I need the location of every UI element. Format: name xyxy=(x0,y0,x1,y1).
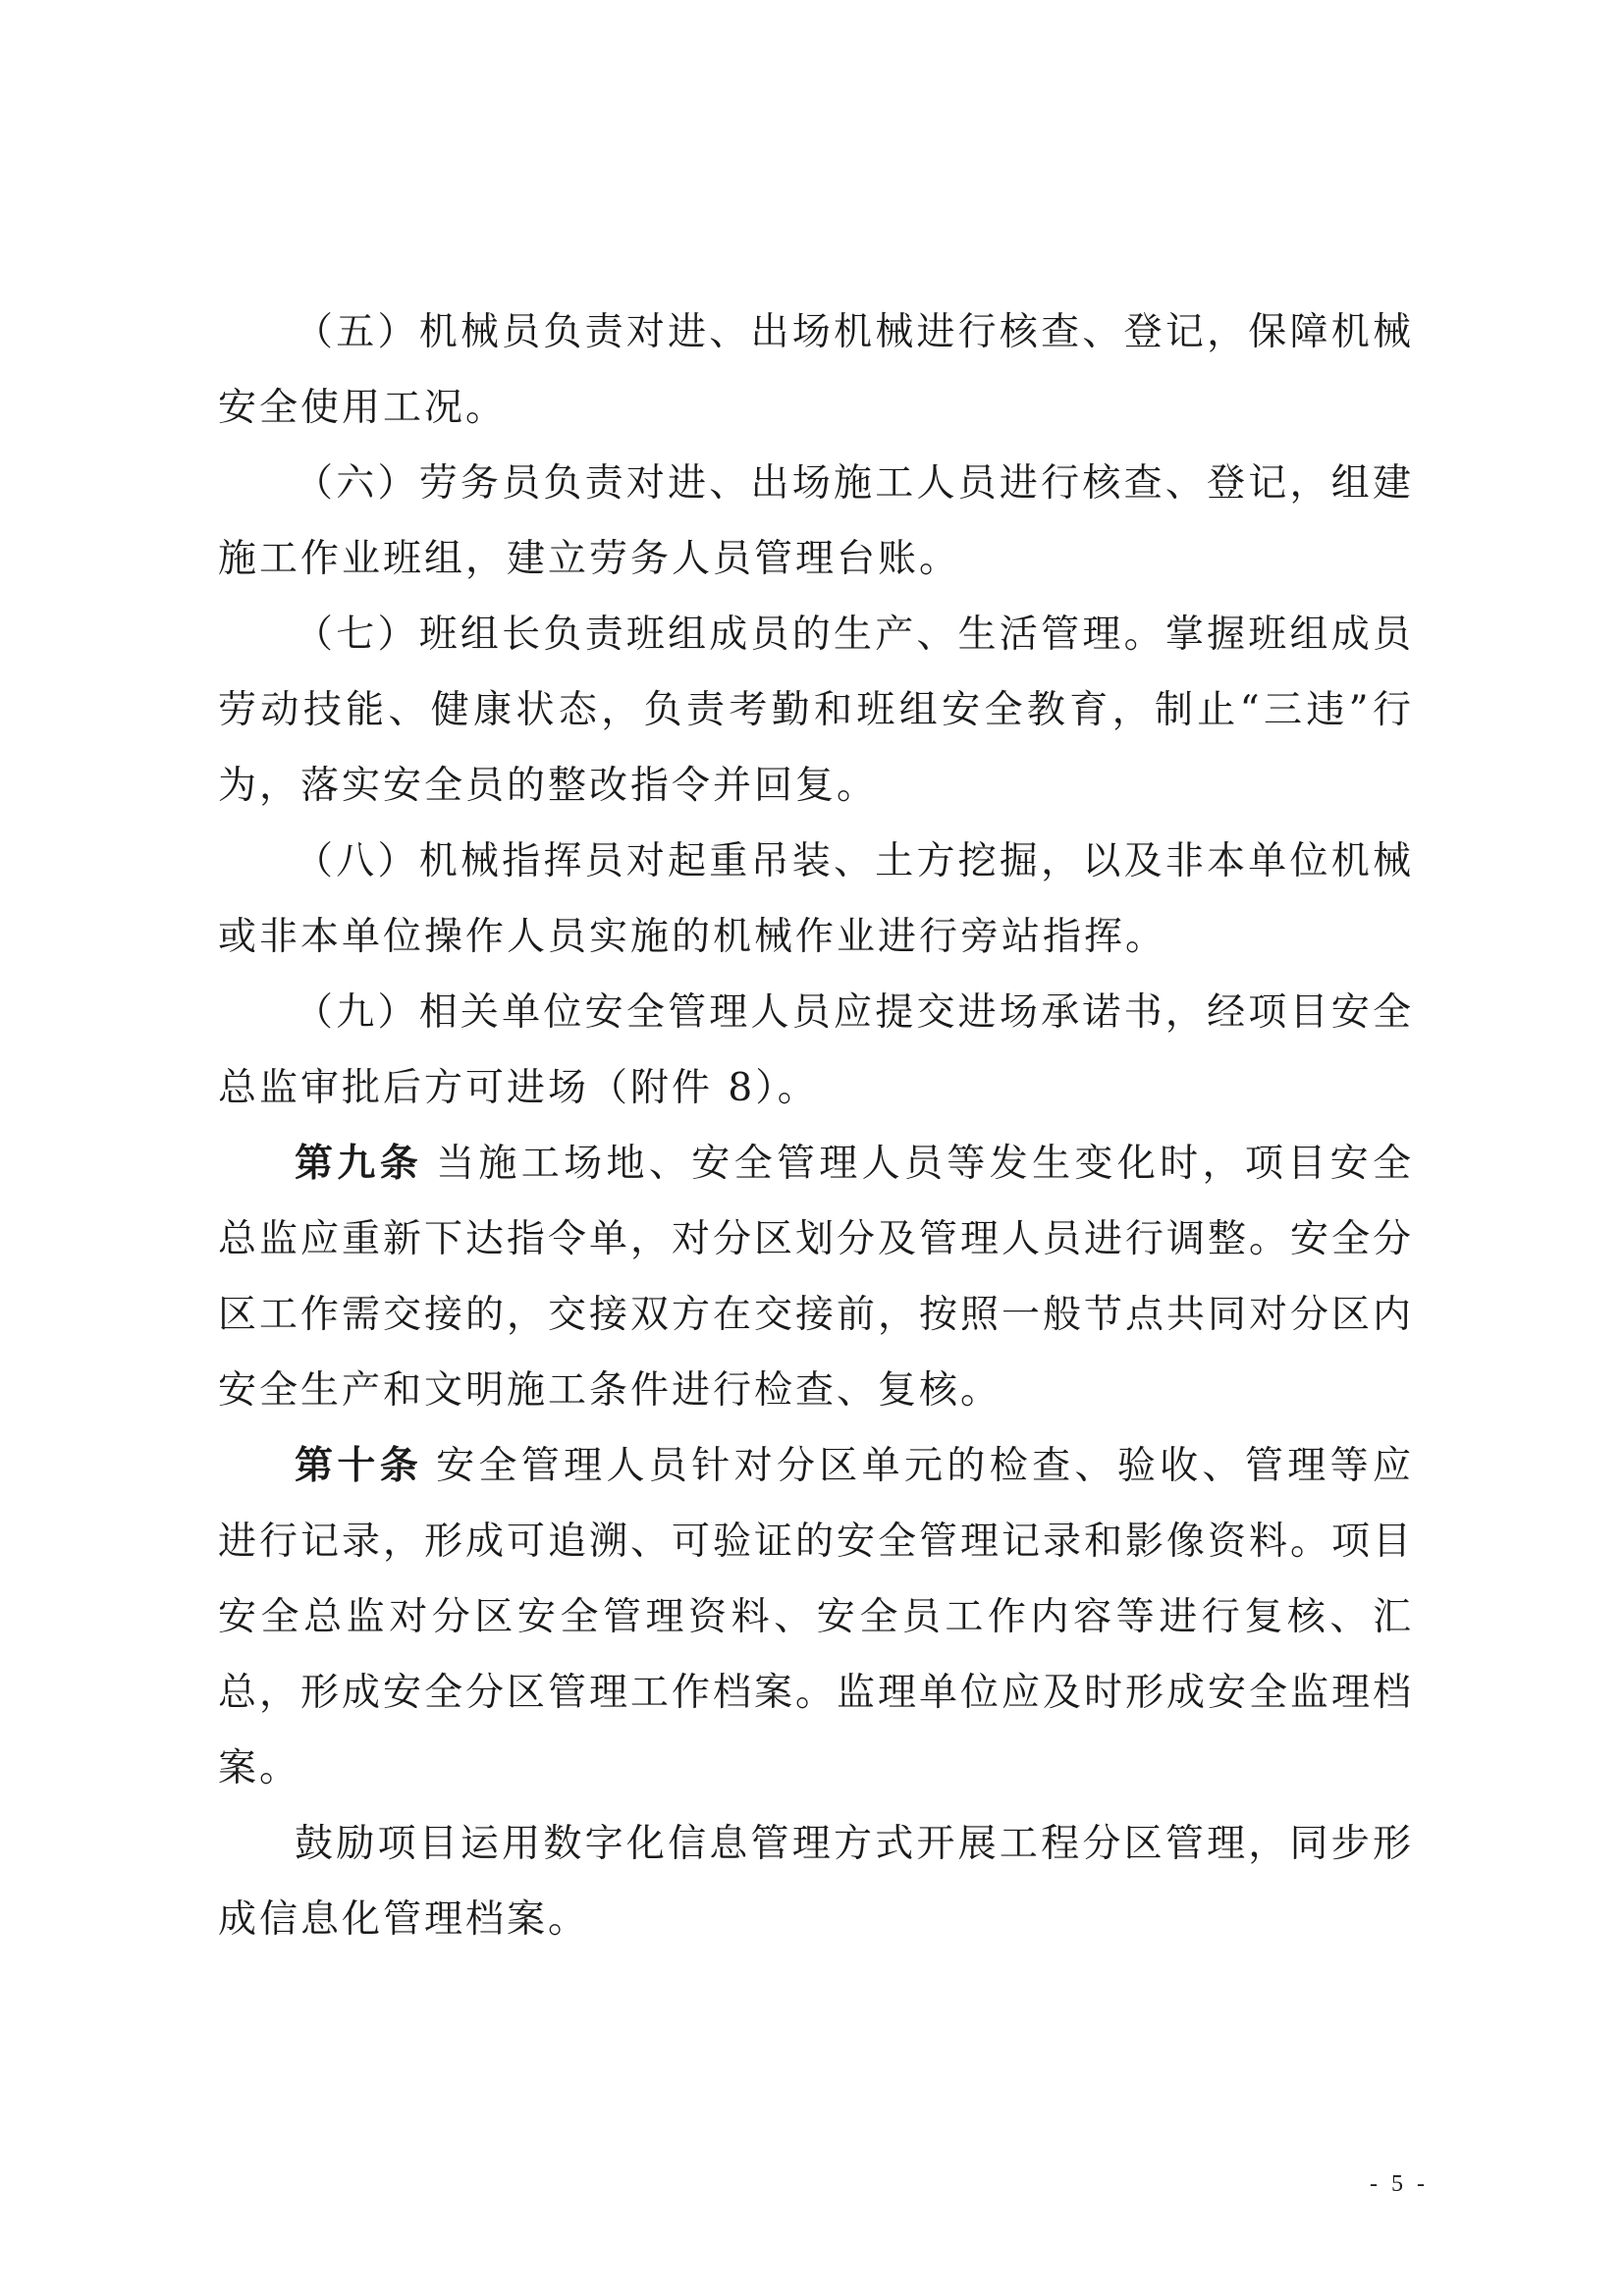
clause-item-9 xyxy=(218,975,1414,1126)
paragraph-text: （五）机械员负责对进、出场机械进行核查、登记，保障机械安全使用工况。 xyxy=(218,310,1414,430)
paragraph-text: （六）劳务员负责对进、出场施工人员进行核查、登记，组建施工作业班组，建立劳务人员管理台账。 xyxy=(218,461,1414,581)
clause-item-6 xyxy=(218,446,1414,597)
clause-item-7 xyxy=(218,597,1414,824)
paragraph-text: （九）相关单位安全管理人员应提交进场承诺书，经项目安全总监审批后方可进场（附件 8）。 xyxy=(218,990,1414,1110)
encouragement-paragraph xyxy=(218,1806,1414,1957)
paragraph-text: （七）班组长负责班组成员的生产、生活管理。掌握班组成员劳动技能、健康状态，负责考勤和班组安全教育，制止“三违”行为，落实安全员的整改指令并回复。 xyxy=(218,613,1414,808)
article-heading: 第十条 xyxy=(295,1443,423,1488)
article-9 xyxy=(218,1126,1414,1428)
clause-item-8 xyxy=(218,824,1414,975)
page-number: - 5 - xyxy=(1370,2171,1429,2197)
article-heading: 第九条 xyxy=(295,1141,423,1186)
article-10 xyxy=(218,1428,1414,1806)
paragraph-text: 鼓励项目运用数字化信息管理方式开展工程分区管理，同步形成信息化管理档案。 xyxy=(218,1822,1414,1942)
paragraph-text: （八）机械指挥员对起重吊装、土方挖掘，以及非本单位机械或非本单位操作人员实施的机械作业进行旁站指挥。 xyxy=(218,839,1414,959)
paragraph-text: 当施工场地、安全管理人员等发生变化时，项目安全总监应重新下达指令单，对分区划分及管理人员进行调整。安全分区工作需交接的，交接双方在交接前，按照一般节点共同对分区内安全生产和文明施工条件进行检查、复核。 xyxy=(218,1142,1415,1413)
body-text xyxy=(218,294,1414,1957)
paragraph-text: 安全管理人员针对分区单元的检查、验收、管理等应进行记录，形成可追溯、可验证的安全管理记录和影像资料。项目安全总监对分区安全管理资料、安全员工作内容等进行复核、汇总，形成安全分区管理工作档案。监理单位应及时形成安全监理档案。 xyxy=(218,1444,1415,1790)
clause-item-5 xyxy=(218,294,1414,446)
